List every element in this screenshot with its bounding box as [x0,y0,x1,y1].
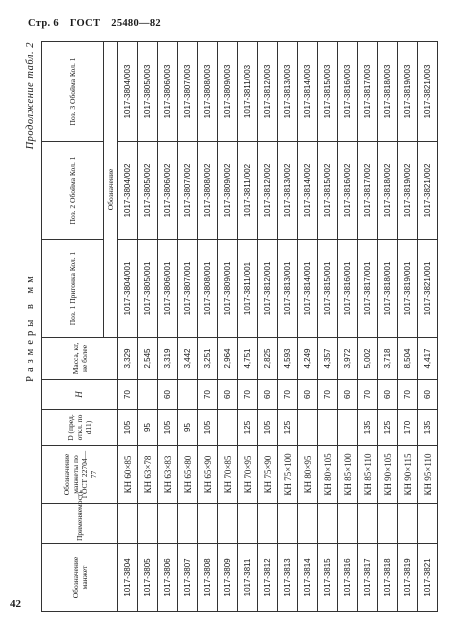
cell-pos2: 1017-3816/002 [338,142,358,240]
cell-cuff: КН 65×80 [178,446,198,504]
cell-pos1: 1017-3808/001 [198,240,218,338]
table-row [378,42,398,612]
cell-pos2: 1017-3804/002 [118,142,138,240]
table-row [338,42,358,612]
cell-mass: 5,002 [358,338,378,380]
cell-pos2: 1017-3812/002 [258,142,278,240]
col-designation-group: Обозначение [104,42,118,338]
col-pos1: Поз. 1 Пригонка Кол. 1 [42,240,104,338]
cell-designation: 1017-3806 [158,544,178,612]
cell-pos1: 1017-3811/001 [238,240,258,338]
cell-designation: 1017-3816 [338,544,358,612]
cell-designation: 1017-3808 [198,544,218,612]
cell-pos3: 1017-3812/003 [258,42,278,142]
table-row [278,42,298,612]
cell-applicability [118,504,138,544]
cell-pos3: 1017-3821/003 [418,42,438,142]
col-applicability: Применяемость [42,504,118,544]
cell-pos1: 1017-3817/001 [358,240,378,338]
cell-pos3: 1017-3804/003 [118,42,138,142]
cell-pos3: 1017-3807/003 [178,42,198,142]
cell-pos2: 1017-3806/002 [158,142,178,240]
cell-pos1: 1017-3816/001 [338,240,358,338]
table-row [398,42,418,612]
cell-d [338,410,358,446]
cell-pos3: 1017-3819/003 [398,42,418,142]
cell-h: 70 [358,380,378,410]
cell-pos3: 1017-3811/003 [238,42,258,142]
cell-h: 60 [418,380,438,410]
cell-d: 135 [358,410,378,446]
cell-cuff: КН 75×100 [278,446,298,504]
table-row [238,42,258,612]
cell-pos2: 1017-3811/002 [238,142,258,240]
cell-cuff: КН 80×95 [298,446,318,504]
cell-pos1: 1017-3813/001 [278,240,298,338]
cell-pos2: 1017-3813/002 [278,142,298,240]
cell-d: 170 [398,410,418,446]
col-designation: Обозначение манжет [42,544,118,612]
table-row [158,42,178,612]
header-number: 25480—82 [111,18,161,29]
cell-applicability [378,504,398,544]
cell-applicability [258,504,278,544]
cell-applicability [178,504,198,544]
cell-cuff: КН 60×85 [118,446,138,504]
cell-applicability [198,504,218,544]
cell-mass: 4,357 [318,338,338,380]
table-caption: Размеры в мм [25,272,36,382]
cell-pos2: 1017-3814/002 [298,142,318,240]
cell-pos2: 1017-3809/002 [218,142,238,240]
table-row [178,42,198,612]
header-page: Стр. 6 [28,18,59,29]
cell-cuff: КН 70×95 [238,446,258,504]
cell-d [218,410,238,446]
col-d: D (пред. откл. по d11) [42,410,118,446]
cell-designation: 1017-3817 [358,544,378,612]
cell-d: 105 [258,410,278,446]
cell-pos3: 1017-3816/003 [338,42,358,142]
cell-pos2: 1017-3805/002 [138,142,158,240]
table-body [118,42,438,612]
cell-designation: 1017-3811 [238,544,258,612]
cell-applicability [218,504,238,544]
cell-pos3: 1017-3817/003 [358,42,378,142]
cell-h: 70 [278,380,298,410]
cell-h: 70 [318,380,338,410]
col-h: H [42,380,118,410]
cell-designation: 1017-3813 [278,544,298,612]
specification-table [41,41,438,612]
table-row [318,42,338,612]
cell-h: 60 [218,380,238,410]
cell-h: 60 [378,380,398,410]
cell-cuff: КН 65×90 [198,446,218,504]
cell-h: 60 [258,380,278,410]
cell-cuff: КН 80×105 [318,446,338,504]
cell-applicability [238,504,258,544]
cell-pos2: 1017-3807/002 [178,142,198,240]
cell-h: 60 [338,380,358,410]
cell-pos3: 1017-3813/003 [278,42,298,142]
cell-pos1: 1017-3819/001 [398,240,418,338]
cell-mass: 8,504 [398,338,418,380]
cell-applicability [338,504,358,544]
cell-mass: 4,249 [298,338,318,380]
table-row [258,42,278,612]
cell-pos2: 1017-3808/002 [198,142,218,240]
cell-pos3: 1017-3814/003 [298,42,318,142]
cell-h: 70 [118,380,138,410]
cell-mass: 2,825 [258,338,278,380]
cell-designation: 1017-3821 [418,544,438,612]
cell-d: 135 [418,410,438,446]
cell-designation: 1017-3804 [118,544,138,612]
cell-pos1: 1017-3814/001 [298,240,318,338]
table-row [358,42,378,612]
cell-h: 70 [198,380,218,410]
col-pos3: Поз. 3 Обойма Кол. 1 [42,42,104,142]
cell-applicability [158,504,178,544]
header-standard: ГОСТ [69,18,101,29]
cell-cuff: КН 75×90 [258,446,278,504]
cell-pos2: 1017-3815/002 [318,142,338,240]
cell-mass: 2,964 [218,338,238,380]
cell-d [298,410,318,446]
cell-d: 125 [278,410,298,446]
cell-applicability [138,504,158,544]
cell-mass: 3,718 [378,338,398,380]
cell-designation: 1017-3807 [178,544,198,612]
cell-pos3: 1017-3808/003 [198,42,218,142]
col-cuff: Обозначение манжеты по ГОСТ 22704—77 [42,446,118,504]
cell-d [318,410,338,446]
cell-mass: 3,251 [198,338,218,380]
cell-d: 105 [198,410,218,446]
cell-pos1: 1017-3805/001 [138,240,158,338]
cell-designation: 1017-3812 [258,544,278,612]
cell-h: 70 [238,380,258,410]
table-row [198,42,218,612]
cell-cuff: КН 63×78 [138,446,158,504]
cell-pos3: 1017-3806/003 [158,42,178,142]
cell-mass: 3,442 [178,338,198,380]
cell-d: 95 [178,410,198,446]
cell-designation: 1017-3818 [378,544,398,612]
cell-cuff: КН 63×83 [158,446,178,504]
cell-mass: 4,417 [418,338,438,380]
cell-cuff: КН 85×110 [358,446,378,504]
col-mass: Масса, кг, не более [42,338,118,380]
cell-cuff: КН 85×100 [338,446,358,504]
cell-h: 60 [158,380,178,410]
cell-cuff: КН 90×115 [398,446,418,504]
cell-pos1: 1017-3809/001 [218,240,238,338]
cell-d: 125 [378,410,398,446]
cell-h: 60 [298,380,318,410]
cell-mass: 4,593 [278,338,298,380]
table-row [138,42,158,612]
cell-cuff: КН 95×110 [418,446,438,504]
col-pos2: Поз. 2 Обойма Кол. 1 [42,142,104,240]
cell-pos1: 1017-3818/001 [378,240,398,338]
cell-d: 105 [158,410,178,446]
cell-d: 105 [118,410,138,446]
cell-designation: 1017-3815 [318,544,338,612]
cell-applicability [278,504,298,544]
cell-cuff: КН 70×85 [218,446,238,504]
cell-mass: 3,319 [158,338,178,380]
cell-pos3: 1017-3815/003 [318,42,338,142]
cell-pos2: 1017-3819/002 [398,142,418,240]
cell-pos2: 1017-3821/002 [418,142,438,240]
cell-cuff: КН 90×105 [378,446,398,504]
cell-pos1: 1017-3821/001 [418,240,438,338]
cell-designation: 1017-3819 [398,544,418,612]
cell-mass: 3,972 [338,338,358,380]
cell-pos3: 1017-3818/003 [378,42,398,142]
table-row [218,42,238,612]
cell-designation: 1017-3805 [138,544,158,612]
cell-applicability [318,504,338,544]
rotated-table-area [23,42,438,612]
cell-pos1: 1017-3815/001 [318,240,338,338]
cell-d: 95 [138,410,158,446]
cell-designation: 1017-3814 [298,544,318,612]
cell-h [178,380,198,410]
cell-applicability [358,504,378,544]
cell-mass: 2,545 [138,338,158,380]
cell-h: 70 [398,380,418,410]
cell-pos3: 1017-3805/003 [138,42,158,142]
cell-d: 125 [238,410,258,446]
cell-pos3: 1017-3809/003 [218,42,238,142]
cell-pos2: 1017-3818/002 [378,142,398,240]
cell-applicability [398,504,418,544]
table-row [118,42,138,612]
page-number: 42 [10,598,21,610]
table-row [298,42,318,612]
cell-mass: 4,751 [238,338,258,380]
cell-designation: 1017-3809 [218,544,238,612]
cell-pos2: 1017-3817/002 [358,142,378,240]
cell-applicability [418,504,438,544]
cell-pos1: 1017-3812/001 [258,240,278,338]
cell-pos1: 1017-3807/001 [178,240,198,338]
cell-pos1: 1017-3804/001 [118,240,138,338]
page-header [28,18,169,29]
cell-applicability [298,504,318,544]
cell-pos1: 1017-3806/001 [158,240,178,338]
cell-h [138,380,158,410]
table-row [418,42,438,612]
table-continuation-label: Продолжение табл. 2 [25,42,36,150]
cell-mass: 3,329 [118,338,138,380]
